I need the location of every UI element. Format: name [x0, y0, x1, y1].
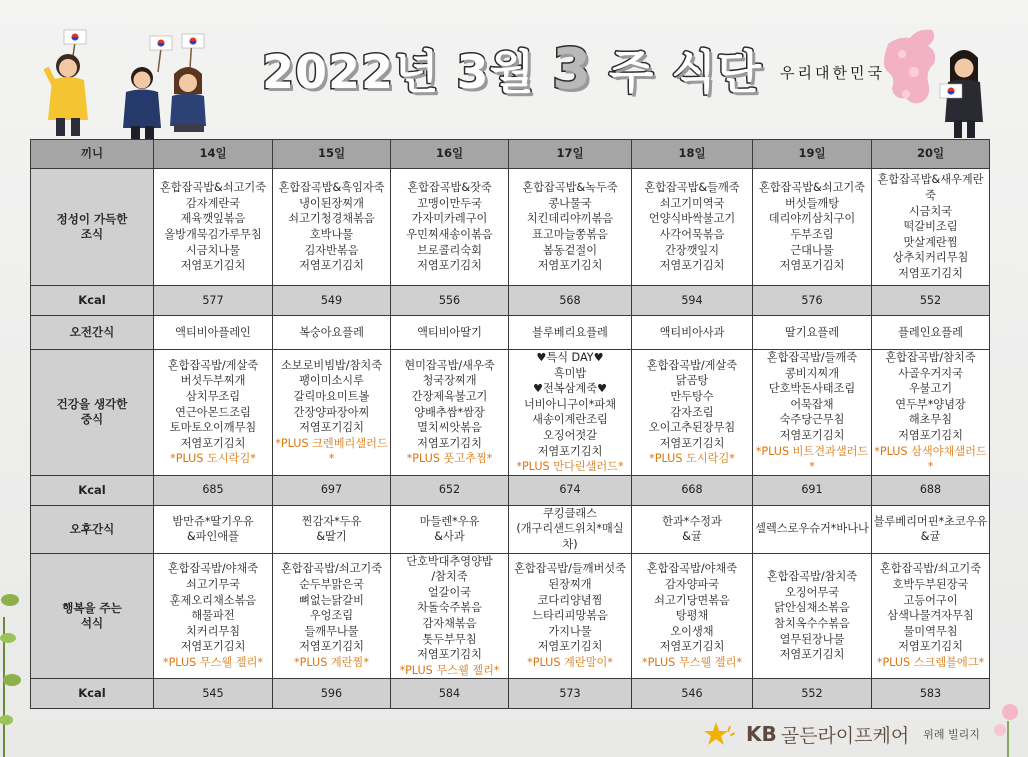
row-label [31, 286, 154, 316]
menu-item: 흑미밥 [553, 366, 587, 380]
menu-item: 저염포기김치 [417, 648, 482, 662]
meal-cell [391, 350, 509, 476]
row-label-line: 건강을 생각한 [56, 397, 128, 412]
row-label-line: 조식 [80, 227, 104, 241]
menu-item: &귤 [682, 530, 702, 544]
page-subtitle: 우리대한민국 [780, 64, 885, 82]
snack-cell: 액티비아딸기 [391, 316, 509, 350]
menu-item: 저염포기김치 [537, 444, 603, 458]
kcal-cell: 596 [273, 679, 391, 709]
menu-item: 혼합잡곡밥&들깨죽 [644, 181, 740, 195]
snack-cell [509, 505, 632, 553]
menu-item: 연근아몬드조림 [175, 405, 251, 419]
menu-item: 버섯들깨탕 [784, 196, 840, 210]
menu-item: 열무된장나물 [779, 632, 845, 646]
menu-item: 언양식바싹불고기 [648, 212, 736, 226]
meal-cell [753, 169, 872, 286]
menu-item: 냉이된장찌개 [299, 196, 364, 210]
menu-item: 저염포기김치 [180, 436, 246, 450]
menu-item: 너비아니구이*파채 [523, 397, 617, 411]
plus-item: *PLUS 크렌베리샐러드* [275, 436, 388, 466]
kcal-cell: 697 [273, 475, 391, 505]
menu-item: 삼치무조림 [185, 389, 241, 403]
menu-item: 얼갈이국 [427, 585, 472, 599]
menu-item: 팽이미소시루 [299, 374, 364, 388]
menu-item: 단호박대추영양밥 [406, 554, 493, 568]
menu-item: 상추치커리무침 [892, 251, 969, 265]
row-label-line: 석식 [80, 615, 104, 630]
menu-item: 감자계란국 [185, 196, 241, 210]
day-header: 17일 [509, 140, 632, 169]
menu-item: 콩나물국 [548, 196, 592, 210]
row-label [31, 505, 154, 553]
menu-item: 혼합잡곡밥/참치죽 [766, 570, 858, 584]
plus-item: *PLUS 풋고추찜* [406, 452, 493, 466]
snack-cell: 플레인요플레 [872, 316, 990, 350]
menu-item: 쇠고기당면볶음 [654, 593, 730, 607]
menu-item: 훈제오리채소볶음 [169, 593, 257, 607]
menu-item: &사과 [434, 530, 465, 544]
meal-cell [753, 350, 872, 476]
menu-item: 저염포기김치 [659, 259, 725, 273]
kcal-cell: 668 [632, 475, 753, 505]
menu-item: 한과*수정과 [662, 514, 722, 528]
menu-item: 차돌숙주볶음 [417, 601, 482, 615]
meal-row [31, 350, 990, 476]
meal-row [31, 553, 990, 679]
row-label [31, 169, 154, 286]
meal-cell [872, 169, 990, 286]
day-header: 19일 [753, 140, 872, 169]
menu-item: 사각어묵볶음 [659, 228, 725, 241]
menu-item: 혼합잡곡밥/쇠고기죽 [879, 562, 982, 576]
kcal-cell: 691 [753, 475, 872, 505]
menu-item: 삼색나물겨자무침 [887, 609, 974, 623]
menu-item: 간장제육불고기 [411, 389, 488, 403]
menu-item: 숙주당근무침 [779, 413, 845, 427]
korean-flag-icon [940, 84, 962, 98]
menu-item: 치킨데리야끼볶음 [526, 212, 614, 226]
menu-item: 찐감자*두유 [301, 514, 362, 528]
row-label [31, 679, 154, 709]
menu-item: 새송이계란조림 [532, 413, 608, 427]
menu-item: 저염포기김치 [180, 640, 246, 654]
day-header: 15일 [273, 140, 391, 169]
snack-cell [273, 505, 391, 553]
menu-item: &파인애플 [187, 530, 239, 544]
snack-cell: 딸기요플레 [753, 316, 872, 350]
kcal-cell: 552 [753, 679, 872, 709]
menu-item: 혼합잡곡밥/야채죽 [646, 562, 738, 576]
menu-item: 떡갈비조림 [903, 220, 958, 234]
meal-cell [509, 350, 632, 476]
menu-item: 감자양파국 [664, 577, 720, 591]
menu-item: 쇠고기청경채볶음 [288, 212, 375, 226]
plus-item: *PLUS 무스웰 젤리* [162, 655, 264, 669]
menu-item: 쇠고기미역국 [659, 196, 725, 210]
menu-item: 혼합잡곡밥/게살죽 [646, 358, 738, 372]
menu-item: 쇠고기무국 [185, 577, 241, 591]
weekly-menu-table [30, 139, 990, 709]
meal-cell [154, 169, 273, 286]
snack-cell [872, 505, 990, 553]
menu-item: &귤 [920, 530, 941, 544]
kcal-cell: 577 [154, 286, 273, 316]
menu-item: 버섯두부찌개 [180, 374, 246, 388]
kcal-cell: 576 [753, 286, 872, 316]
menu-item: 쿠킹클래스 [542, 506, 598, 520]
meal-cell [509, 553, 632, 679]
meal-cell [273, 350, 391, 476]
plus-item: *PLUS 만다린샐러드* [516, 460, 624, 474]
menu-item: 우불고기 [908, 382, 953, 396]
meal-cell [632, 350, 753, 476]
header-meal-label: 끼니 [31, 140, 154, 169]
menu-item: 탕평채 [675, 609, 709, 623]
snack-cell [753, 505, 872, 553]
menu-item: 혼합잡곡밥&녹두죽 [522, 181, 618, 195]
plus-item: *PLUS 비트견과샐러드* [755, 444, 869, 474]
kids-with-flags-illustration [44, 28, 234, 140]
menu-item: 연두부*양념장 [895, 397, 966, 411]
menu-item: 호박나물 [309, 228, 354, 241]
menu-item: 혼합잡곡밥/쇠고기죽 [280, 562, 383, 576]
plus-item: *PLUS 삼색야채샐러드* [874, 444, 987, 474]
menu-item: 저염포기김치 [898, 428, 963, 442]
menu-item: /참치죽 [431, 570, 468, 584]
snack-cell: 액티비아플레인 [154, 316, 273, 350]
menu-item: 우엉조림 [309, 609, 354, 623]
kcal-cell: 549 [273, 286, 391, 316]
menu-item: ♥전복삼계죽♥ [532, 382, 608, 396]
menu-item: 감자채볶음 [422, 616, 477, 630]
menu-item: 혼합잡곡밥&흑임자죽 [278, 181, 385, 195]
menu-item: 혼합잡곡밥/들깨버섯죽 [514, 562, 626, 576]
kcal-row [31, 679, 990, 709]
menu-item: 저염포기김치 [299, 640, 364, 654]
kcal-cell: 556 [391, 286, 509, 316]
menu-item: 브로콜리숙회 [417, 243, 482, 257]
menu-item: 현미잡곡밥/새우죽 [404, 358, 495, 372]
kcal-cell: 688 [872, 475, 990, 505]
menu-item: 저염포기김치 [659, 640, 725, 654]
menu-item: 순두부맑은국 [299, 577, 364, 591]
plus-item: *PLUS 무스웰 젤리* [641, 655, 743, 669]
snack-cell: 블루베리요플레 [509, 316, 632, 350]
meal-cell [154, 350, 273, 476]
menu-item: 혼합잡곡밥/참치죽 [885, 351, 976, 364]
menu-item: 혼합잡곡밥&새우계란죽 [877, 173, 984, 203]
menu-item: 저염포기김치 [779, 259, 845, 273]
menu-item: 오징어젓갈 [542, 428, 598, 442]
menu-item: 저염포기김치 [779, 648, 845, 662]
menu-item: ♥특식 DAY♥ [536, 351, 604, 364]
kcal-cell: 545 [154, 679, 273, 709]
row-label-line: 행복을 주는 [62, 600, 122, 615]
meal-cell [391, 169, 509, 286]
menu-item: 된장찌개 [548, 577, 592, 591]
row-label [31, 475, 154, 505]
menu-item: 치커리무침 [185, 624, 241, 638]
menu-item: 봄동겉절이 [542, 243, 598, 257]
meal-cell [273, 169, 391, 286]
menu-item: 가자미카레구이 [411, 212, 488, 226]
snack-cell [632, 505, 753, 553]
menu-item: 갈릭마요미트볼 [293, 389, 370, 403]
menu-item: 어묵잡채 [790, 397, 834, 411]
row-label-line: Kcal [78, 293, 106, 307]
menu-item: 간장깻잎지 [664, 243, 720, 257]
kcal-cell: 652 [391, 475, 509, 505]
kcal-cell: 584 [391, 679, 509, 709]
menu-item: 저염포기김치 [417, 259, 482, 273]
korea-map-and-girl-illustration [868, 14, 1018, 142]
menu-item: 저염포기김치 [898, 266, 963, 280]
meal-cell [632, 169, 753, 286]
menu-item: 톳두부무침 [422, 632, 477, 646]
menu-item: 저염포기김치 [417, 436, 482, 450]
menu-item: 꼬맹이만두국 [417, 196, 482, 210]
meal-cell [391, 553, 509, 679]
menu-item: 표고마늘쫑볶음 [532, 228, 608, 241]
menu-item: &딸기 [316, 530, 347, 544]
plus-item: *PLUS 무스웰 젤리* [399, 663, 500, 677]
kcal-cell: 546 [632, 679, 753, 709]
day-header: 18일 [632, 140, 753, 169]
menu-item: 혼합잡곡밥&잣죽 [407, 181, 492, 195]
menu-item: 고등어구이 [903, 593, 958, 607]
snack-cell: 액티비아사과 [632, 316, 753, 350]
menu-item: 셀렉스로우슈거*바나나 [755, 522, 869, 536]
menu-item: 토마토오이깨무침 [169, 421, 257, 435]
meal-cell [872, 350, 990, 476]
menu-item: 참치옥수수볶음 [774, 616, 850, 630]
row-label-line: 중식 [80, 412, 104, 427]
menu-item: 마들렌*우유 [419, 514, 480, 528]
menu-item: 느타리피망볶음 [532, 609, 608, 623]
meal-cell [509, 169, 632, 286]
menu-item: 제육깻잎볶음 [180, 212, 246, 226]
day-header: 20일 [872, 140, 990, 169]
meal-row [31, 169, 990, 286]
row-label-line: Kcal [78, 686, 106, 701]
kcal-cell: 674 [509, 475, 632, 505]
snack-row [31, 316, 990, 350]
menu-item: 들깨무나물 [304, 624, 359, 638]
menu-item: 가지나물 [548, 624, 592, 638]
menu-item: 닭곰탕 [675, 374, 709, 388]
menu-item: 올방개묵김가루무침 [164, 228, 262, 241]
menu-item: 근대나물 [790, 243, 834, 257]
menu-item: 데리야끼삼치구이 [768, 212, 856, 226]
meal-cell [753, 553, 872, 679]
menu-item: 양배추쌈*쌈장 [414, 405, 485, 419]
menu-item: 시금치국 [908, 204, 953, 218]
menu-item: 혼합잡곡밥/야채죽 [167, 562, 259, 576]
logo-brand: KB [746, 722, 777, 746]
menu-item: 김자반볶음 [304, 243, 359, 257]
snack-cell [154, 505, 273, 553]
menu-item: 저염포기김치 [779, 428, 845, 442]
kcal-cell: 568 [509, 286, 632, 316]
menu-item: 닭안심채소볶음 [774, 601, 850, 615]
menu-item: 해초무침 [908, 413, 953, 427]
meal-cell [154, 553, 273, 679]
kcal-cell: 583 [872, 679, 990, 709]
menu-item: 두부조림 [790, 228, 834, 241]
menu-item: 밤만쥬*딸기우유 [172, 514, 254, 528]
plus-item: *PLUS 스크렘블에그* [876, 655, 985, 669]
logo-name: 골든라이프케어 [780, 724, 910, 747]
plant-decoration [0, 560, 30, 757]
meal-cell [872, 553, 990, 679]
menu-item: 저염포기김치 [180, 259, 246, 273]
kcal-cell: 573 [509, 679, 632, 709]
logo-tagline: 위례 빌리지 [923, 728, 980, 741]
menu-item: 혼합잡곡밥&쇠고기죽 [759, 181, 865, 195]
menu-item: 오이생채 [670, 624, 714, 638]
week-number: 3 [551, 37, 592, 102]
menu-item: 혼합잡곡밥/게살죽 [167, 358, 259, 372]
menu-item: 뼈없는닭갈비 [299, 593, 364, 607]
kb-golden-life-care-logo [702, 720, 980, 748]
row-label [31, 350, 154, 476]
menu-item: 혼합잡곡밥&쇠고기죽 [160, 181, 266, 195]
kcal-cell: 685 [154, 475, 273, 505]
row-label-line: Kcal [78, 482, 106, 497]
menu-item: 저염포기김치 [299, 259, 364, 273]
menu-item: 오이고추된장무침 [648, 421, 736, 435]
menu-item: 저염포기김치 [898, 640, 963, 654]
kcal-row [31, 475, 990, 505]
menu-item: 소보로비빔밥/참치죽 [280, 358, 383, 372]
plus-item: *PLUS 계란말이* [527, 655, 613, 669]
menu-item: 시금치나물 [185, 243, 241, 257]
meal-cell [632, 553, 753, 679]
menu-item: 사골우거지국 [898, 366, 963, 380]
menu-item: 감자조림 [670, 405, 714, 419]
menu-item: 혼합잡곡밥/들깨죽 [766, 351, 858, 364]
menu-item: 차) [562, 537, 578, 551]
menu-item: 맛살계란찜 [903, 235, 958, 249]
row-label [31, 553, 154, 679]
menu-item: 청국장찌개 [422, 374, 477, 388]
kcal-cell: 594 [632, 286, 753, 316]
snack-cell: 복숭아요플레 [273, 316, 391, 350]
menu-item: 물미역무침 [903, 624, 958, 638]
menu-item: 오징어무국 [784, 585, 840, 599]
menu-item: 우민찌새송이볶음 [406, 228, 493, 241]
row-label [31, 316, 154, 350]
menu-item: 저염포기김치 [299, 421, 364, 435]
menu-item: (개구리샌드위치*매실 [516, 522, 624, 536]
menu-item: 호박두부된장국 [892, 577, 969, 591]
menu-item: 간장양파장아찌 [293, 405, 370, 419]
page-title: 2022년 3월 3 주 식단 [262, 37, 763, 102]
snack-row [31, 505, 990, 553]
snack-cell [391, 505, 509, 553]
menu-item: 해물파전 [191, 609, 235, 623]
menu-item: 저염포기김치 [537, 259, 603, 273]
flower-decoration [990, 690, 1028, 757]
day-header: 14일 [154, 140, 273, 169]
day-header: 16일 [391, 140, 509, 169]
row-label-line: 오전간식 [69, 325, 115, 339]
star-logo-icon [702, 720, 742, 748]
menu-item: 저염포기김치 [659, 436, 725, 450]
menu-item: 멸치씨앗볶음 [417, 421, 482, 435]
plus-item: *PLUS 계란찜* [294, 655, 369, 669]
menu-item: 저염포기김치 [537, 640, 603, 654]
menu-item: 코다리양념찜 [537, 593, 603, 607]
menu-item: 블루베리머핀*초코우유 [873, 514, 988, 528]
plus-item: *PLUS 도시락김* [170, 452, 256, 466]
menu-item: 콩비지찌개 [784, 366, 840, 380]
menu-item: 단호박돈사태조림 [768, 382, 856, 396]
kcal-cell: 552 [872, 286, 990, 316]
row-label-line: 오후간식 [69, 521, 115, 536]
row-label-line: 정성이 가득한 [56, 212, 128, 226]
meal-cell [273, 553, 391, 679]
plus-item: *PLUS 도시락김* [649, 452, 735, 466]
menu-item: 만두탕수 [670, 389, 714, 403]
kcal-row [31, 286, 990, 316]
